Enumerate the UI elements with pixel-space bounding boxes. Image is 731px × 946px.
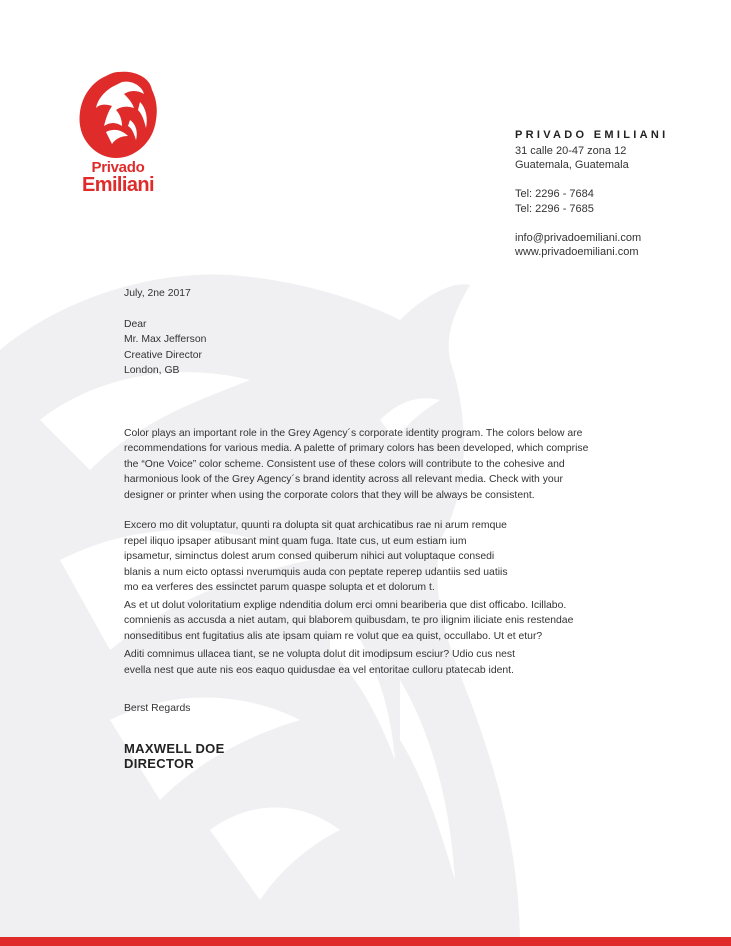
sender-tel1: Tel: 2296 - 7684 bbox=[515, 188, 594, 200]
sender-address-line2: Guatemala, Guatemala bbox=[515, 159, 629, 171]
paragraph-2: Excero mo dit voluptatur, quunti ra dolupta sit quat archicatibus rae ni arum remque repel iliquo ipsaper atibusant mint quam fuga. Itate cus, ut eum estiam ium ipsametur, siminctus dolest arum consed quiberum nihici aut voluptaque consedi blanis a num eicto optassi nverumquis auda con peptate reperep udantiis sed uatiis mo ea verferes des essinctet parum quaspe solupta et et dolorum t. bbox=[124, 520, 508, 593]
paragraph-3: As et ut dolut voloritatium explige ndenditia dolum erci omni beariberia que dist officabo. Icillabo. comnienis as accusda a niet autam, qui blaborem quibusdam, te pro ilignim iliciate enis restendae nonseditibus ent fugitatius alis ate ipsam quiam re volut que ea quist, occullabo. Ut et etur? bbox=[124, 599, 574, 642]
signer-title: DIRECTOR bbox=[124, 755, 195, 771]
greeting: Dear bbox=[124, 318, 147, 330]
signature-block bbox=[124, 741, 594, 771]
letter-date: July, 2ne 2017 bbox=[124, 288, 191, 299]
footer-accent-bar bbox=[0, 937, 731, 946]
recipient-location: London, GB bbox=[124, 365, 180, 376]
paragraph-1: Color plays an important role in the Grey Agency´s corporate identity program. The colors below are recommendations for various media. A palette of primary colors has been developed, which comprise the “One Voice” color scheme. Consistent use of these colors will contribute to the cohesive and harmonious look of the Grey Agency´s brand identity across all relevant media. Check with your designer or printer when using the corporate colors that they will be always be consistent. bbox=[124, 427, 589, 501]
recipient-name: Mr. Max Jefferson bbox=[124, 334, 207, 345]
recipient-block bbox=[124, 317, 594, 379]
sender-website-link[interactable]: www.privadoemiliani.com bbox=[515, 246, 639, 258]
sender-email-link[interactable]: info@privadoemiliani.com bbox=[515, 231, 642, 244]
signer-name: MAXWELL DOE bbox=[124, 740, 225, 756]
closing: Berst Regards bbox=[124, 703, 191, 714]
sender-address-line1: 31 calle 20-47 zona 12 bbox=[515, 144, 627, 157]
recipient-title: Creative Director bbox=[124, 349, 202, 361]
logo-text-line2: Emiliani bbox=[82, 174, 154, 196]
sender-tel2: Tel: 2296 - 7685 bbox=[515, 202, 594, 215]
lion-logo-icon bbox=[76, 68, 160, 160]
sender-contact-block bbox=[515, 128, 668, 260]
company-logo bbox=[76, 68, 160, 196]
logo-text-line1: Privado bbox=[91, 159, 145, 176]
sender-company-name: PRIVADO EMILIANI bbox=[515, 129, 669, 141]
paragraph-4: Aditi comnimus ullacea tiant, se ne volupta dolut dit imodipsum esciur? Udio cus nest evella nest que aute nis eos eaquo quidusdae ea vel entoritae culloru ptatecab ident. bbox=[124, 649, 515, 676]
letter-body bbox=[124, 286, 594, 771]
